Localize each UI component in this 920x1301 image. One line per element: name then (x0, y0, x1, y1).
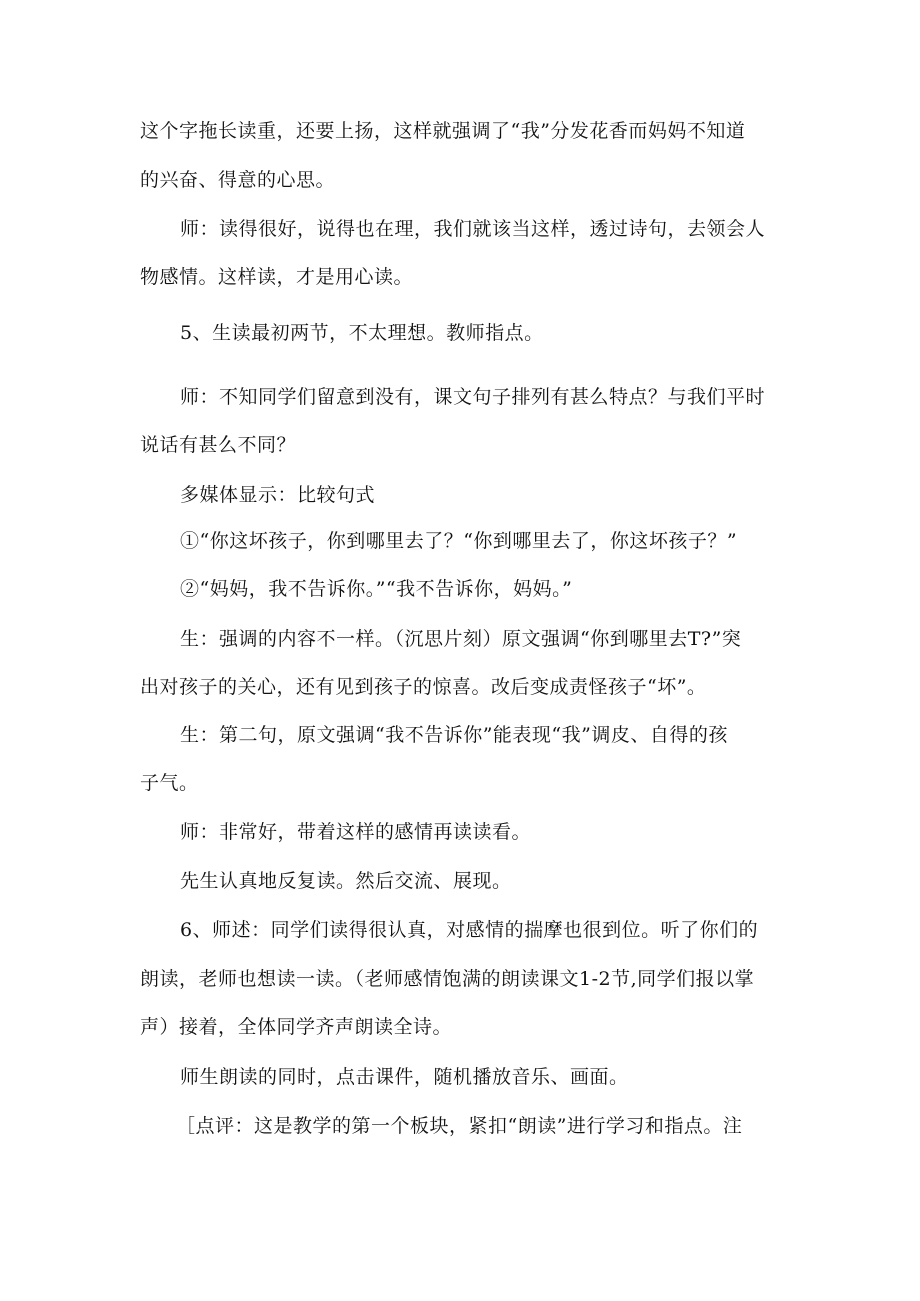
paragraph-line: 物感情。这样读，才是用心读。 (140, 266, 414, 288)
paragraph-line: 子气。 (140, 772, 199, 794)
paragraph-line: 先生认真地反复读。然后交流、展现。 (180, 870, 512, 892)
paragraph-line: ①“你这坏孩子，你到哪里去了？“你到哪里去了，你这坏孩子？” (180, 530, 738, 552)
paragraph-line: 的兴奋、得意的心思。 (140, 169, 336, 191)
paragraph-line: 说话有甚么不同？ (140, 434, 297, 456)
paragraph-line: 5、生读最初两节，不太理想。教师指点。 (180, 322, 544, 344)
paragraph-line: 多媒体显示：比较句式 (180, 484, 376, 506)
paragraph-line: 生：第二句，原文强调“我不告诉你”能表现“我”调皮、自得的孩 (180, 724, 728, 746)
paragraph-line: 师：不知同学们留意到没有，课文句子排列有甚么特点？与我们平时 (180, 386, 766, 408)
paragraph-line: 声）接着，全体同学齐声朗读全诗。 (140, 1016, 453, 1038)
paragraph-line: ［点评：这是教学的第一个板块，紧扣“朗读”进行学习和指点。注 (176, 1115, 743, 1137)
paragraph-line: 6、师述：同学们读得很认真，对感情的揣摩也很到位。听了你们的 (180, 919, 759, 941)
paragraph-line: 师：非常好，带着这样的感情再读读看。 (180, 821, 532, 843)
paragraph-line: 这个字拖长读重，还要上扬，这样就强调了“我”分发花香而妈妈不知道 (140, 120, 746, 142)
paragraph-line: 出对孩子的关心，还有见到孩子的惊喜。改后变成责怪孩子“坏”。 (140, 676, 707, 698)
paragraph-line: 生：强调的内容不一样。（沉思片刻）原文强调“你到哪里去T?”突 (180, 628, 742, 650)
paragraph-line: 朗读，老师也想读一读。（老师感情饱满的朗读课文1-2节,同学们报以掌 (140, 968, 755, 990)
paragraph-line: 师生朗读的同时，点击课件，随机播放音乐、画面。 (180, 1066, 629, 1088)
paragraph-line: ②“妈妈，我不告诉你。”“我不告诉你，妈妈。” (180, 578, 573, 600)
paragraph-line: 师：读得很好，说得也在理，我们就该当这样，透过诗句，去领会人 (180, 218, 766, 240)
